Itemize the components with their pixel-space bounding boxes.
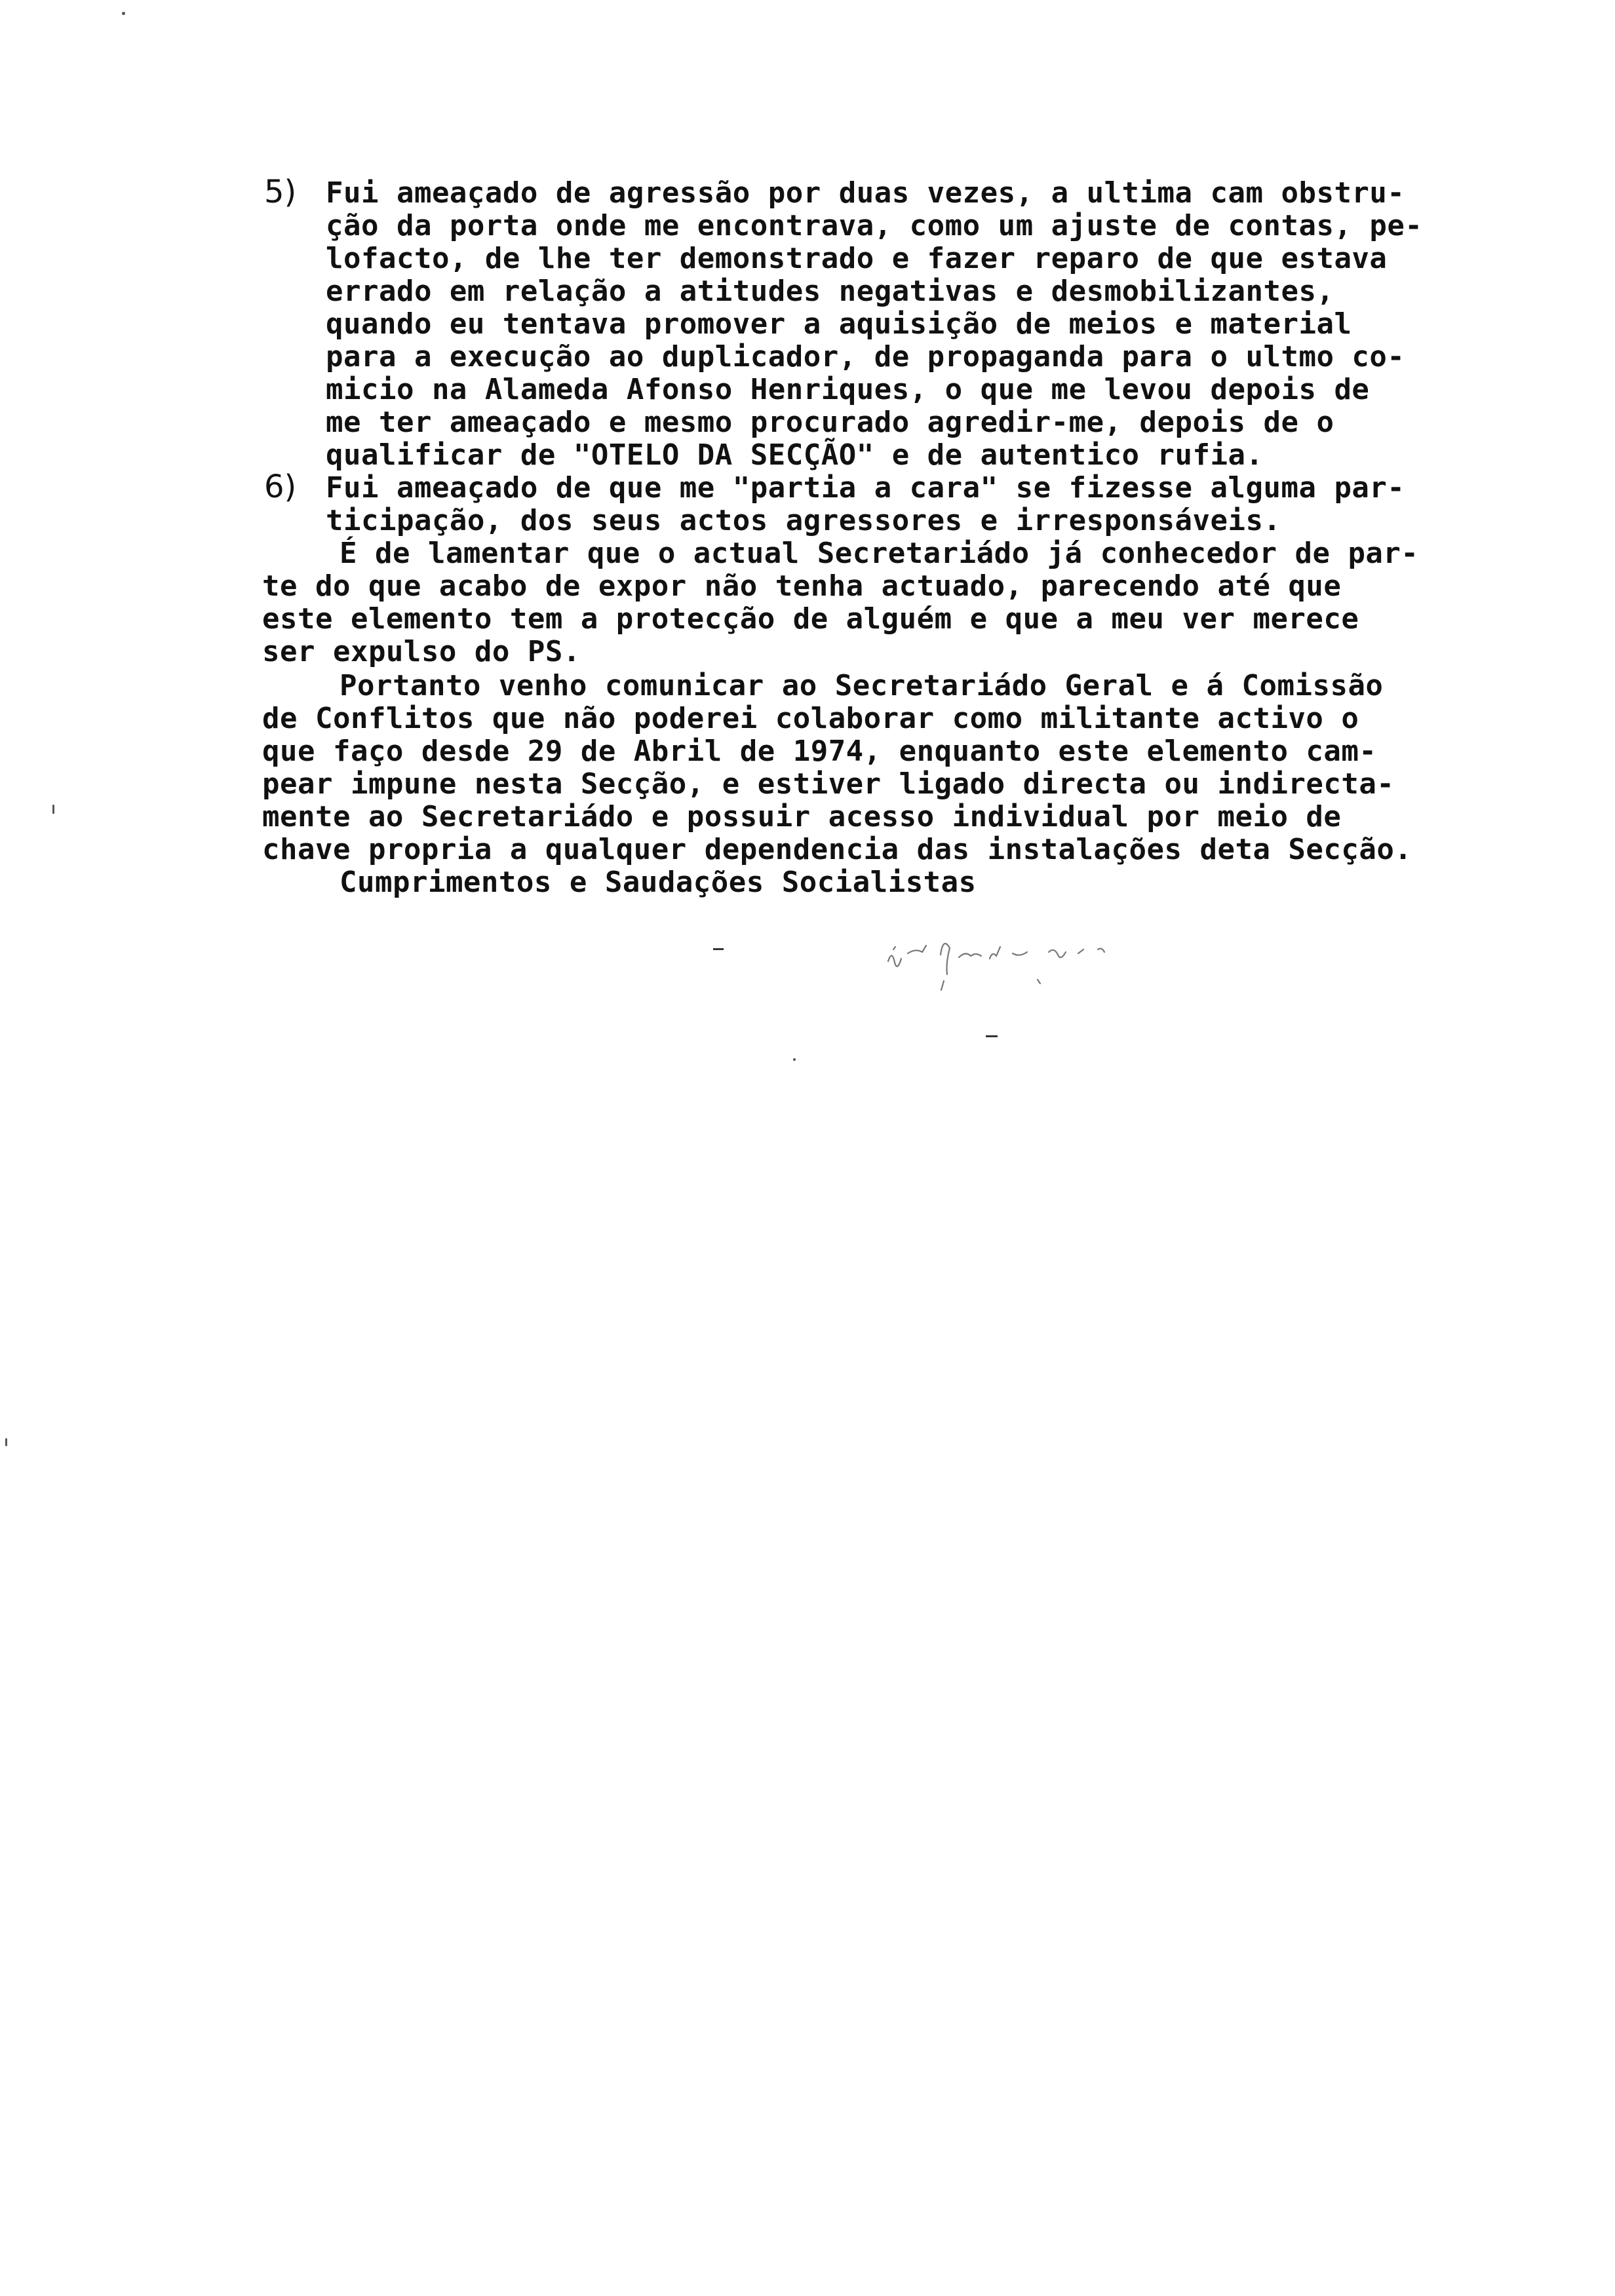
signature-dash — [713, 948, 724, 950]
item5-line: ção da porta onde me encontrava, como um ajuste de contas, pe- — [326, 209, 1423, 242]
item6-line: Fui ameaçado de que me "partia a cara" se fizesse alguma par- — [326, 471, 1405, 505]
item-number-6: 6) — [264, 469, 297, 505]
scan-speck — [793, 1058, 796, 1061]
item5-line: para a execução ao duplicador, de propaganda para o ultmo co- — [326, 340, 1405, 373]
item5-line: Fui ameaçado de agressão por duas vezes, a ultima cam obstru- — [326, 176, 1405, 210]
item5-line: qualificar de "OTELO DA SECÇÃO" e de autentico rufia. — [326, 438, 1264, 472]
scan-speck — [122, 12, 125, 15]
paragraph1-line: ser expulso do PS. — [262, 635, 581, 668]
item5-line: quando eu tentava promover a aquisição de meios e material — [326, 307, 1352, 341]
item5-line: errado em relação a atitudes negativas e desmobilizantes, — [326, 275, 1334, 308]
item5-line: micio na Alameda Afonso Henriques, o que me levou depois de — [326, 373, 1370, 406]
scan-speck — [52, 805, 54, 814]
handwritten-signature — [882, 921, 1249, 999]
paragraph1-line: te do que acabo de expor não tenha actuado, parecendo até que — [262, 569, 1342, 603]
item-number-5: 5) — [264, 174, 297, 210]
signature-dash — [986, 1035, 998, 1037]
item5-line: me ter ameaçado e mesmo procurado agredir-me, depois de o — [326, 406, 1334, 439]
paragraph2-line: que faço desde 29 de Abril de 1974, enquanto este elemento cam- — [262, 735, 1377, 768]
closing-salutation: Cumprimentos e Saudações Socialistas — [340, 866, 977, 899]
paragraph1-line: este elemento tem a protecção de alguém e que a meu ver merece — [262, 602, 1359, 636]
paragraph2-line: chave propria a qualquer dependencia das instalações deta Secção. — [262, 833, 1412, 866]
paragraph1-line: É de lamentar que o actual Secretariádo já conhecedor de par- — [340, 537, 1419, 570]
item5-line: lofacto, de lhe ter demonstrado e fazer reparo de que estava — [326, 242, 1388, 275]
scan-speck — [5, 1438, 7, 1446]
item6-line: ticipação, dos seus actos agressores e irresponsáveis. — [326, 504, 1281, 537]
paragraph2-line: pear impune nesta Secção, e estiver ligado directa ou indirecta- — [262, 767, 1395, 801]
paragraph2-line: de Conflitos que não poderei colaborar como militante activo o — [262, 702, 1359, 735]
paragraph2-line: mente ao Secretariádo e possuir acesso individual por meio de — [262, 800, 1342, 833]
paragraph2-line: Portanto venho comunicar ao Secretariádo Geral e á Comissão — [340, 669, 1384, 702]
